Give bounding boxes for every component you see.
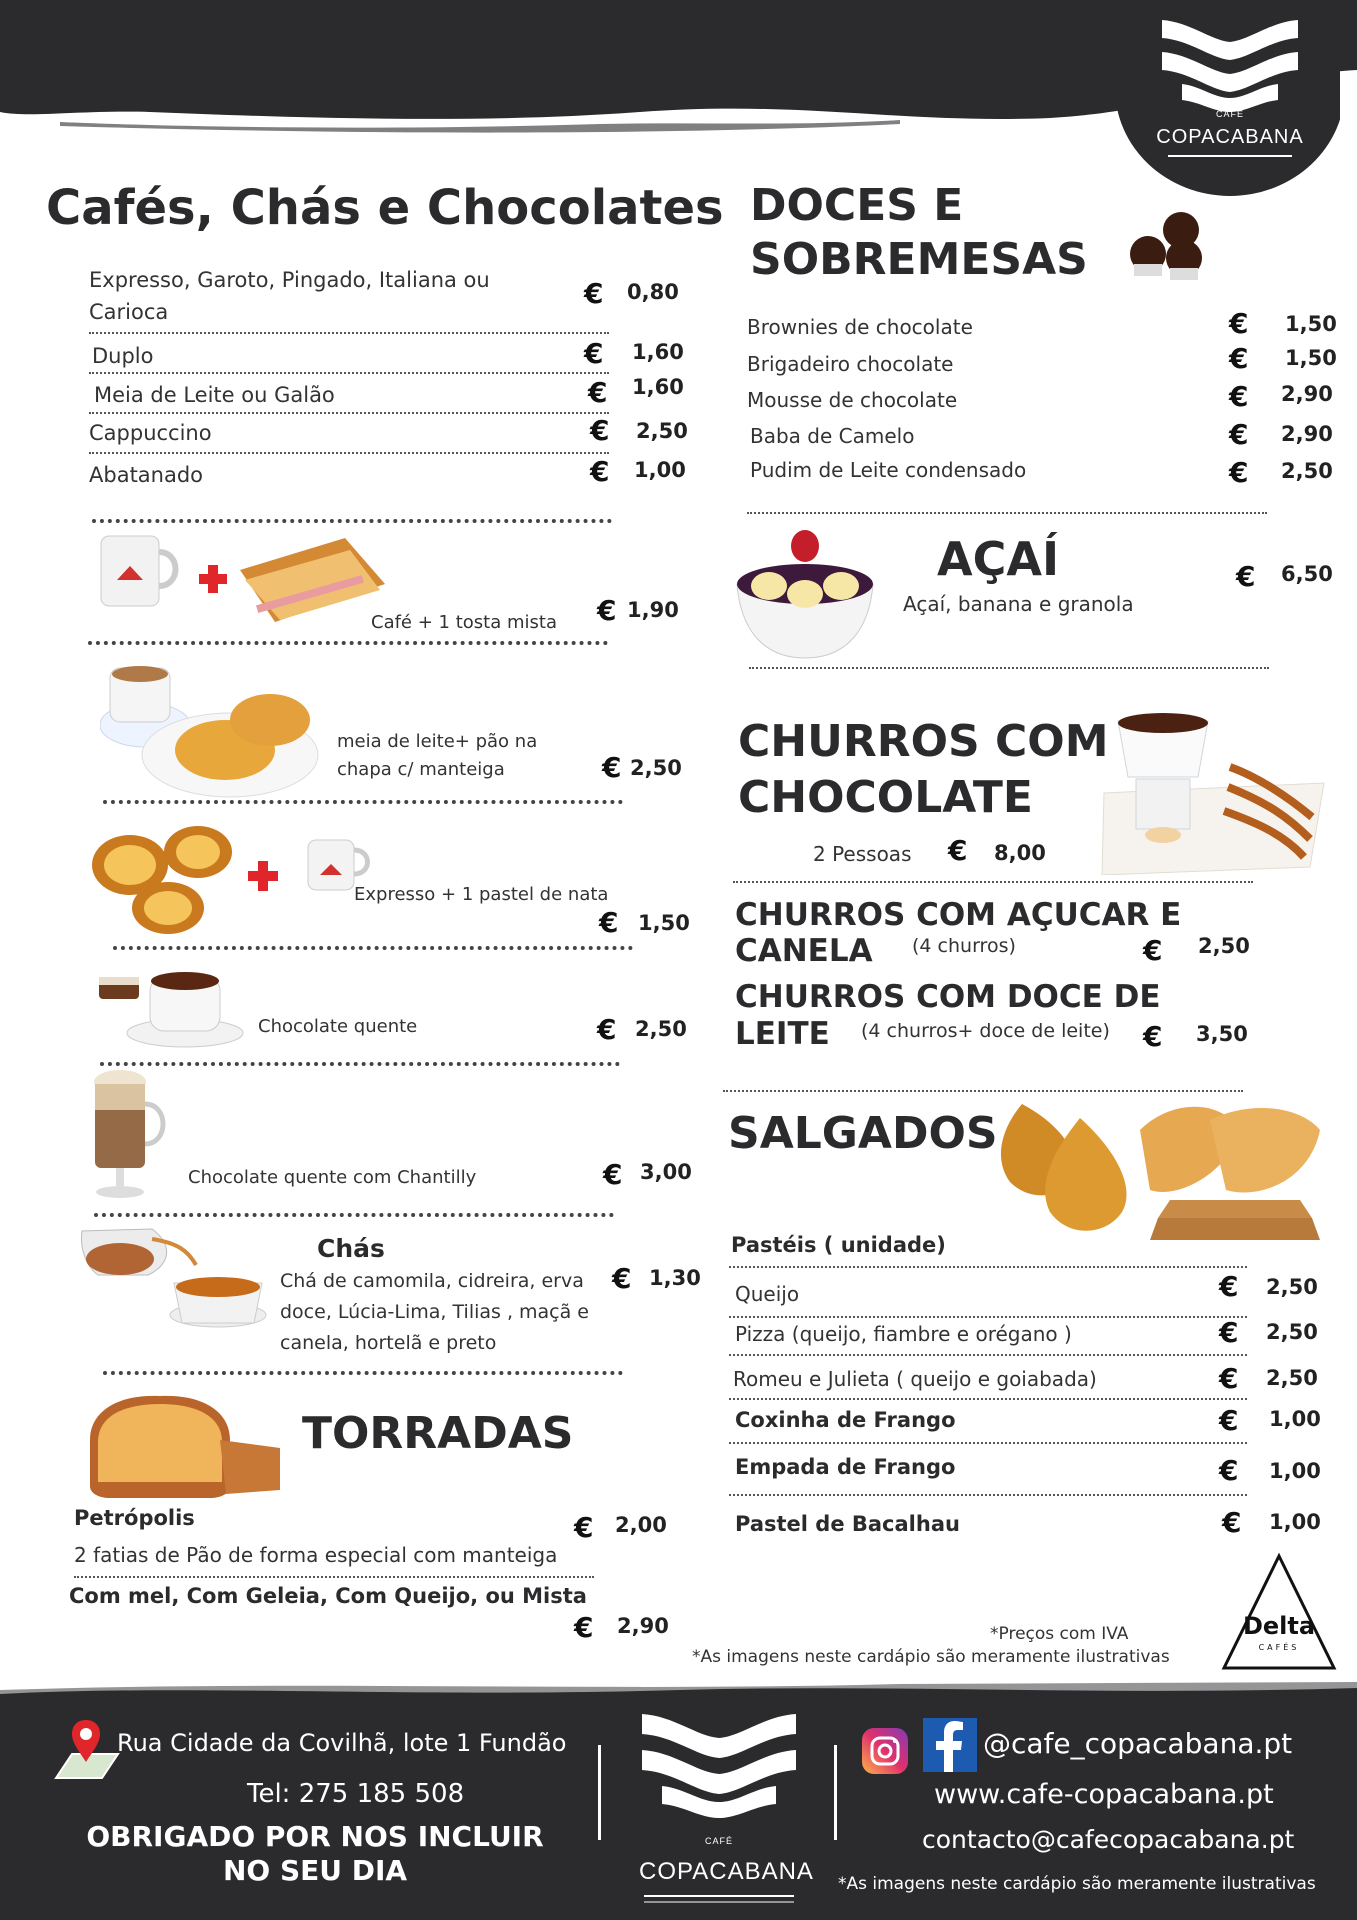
menu-item-price: 2,50 xyxy=(636,419,688,443)
facebook-icon[interactable] xyxy=(921,1716,979,1774)
divider xyxy=(747,512,1267,514)
doce-item-price: 1,50 xyxy=(1285,312,1337,336)
churros-doce-note: (4 churros+ doce de leite) xyxy=(861,1020,1110,1042)
euro-icon: € xyxy=(1219,1404,1239,1437)
divider xyxy=(729,1398,1247,1400)
euro-icon: € xyxy=(1219,1362,1239,1395)
footer-website[interactable]: www.cafe-copacabana.pt xyxy=(934,1779,1274,1810)
salgados-title: SALGADOS xyxy=(728,1108,998,1159)
menu-item-label: Expresso, Garoto, Pingado, Italiana ou Carioca xyxy=(89,268,490,324)
delta-name: Delta xyxy=(1242,1612,1316,1640)
coffee-and-tosta-image xyxy=(95,530,395,630)
brigadeiro-image xyxy=(1126,212,1211,282)
divider xyxy=(749,667,1269,669)
footer-address: Rua Cidade da Covilhã, lote 1 Fundão xyxy=(117,1729,567,1757)
churros-price: 8,00 xyxy=(994,841,1046,865)
cafes-section-title: Cafés, Chás e Chocolates xyxy=(46,180,724,236)
doce-item-label: Pudim de Leite condensado xyxy=(750,458,1027,482)
euro-icon: € xyxy=(1219,1316,1239,1349)
euro-icon: € xyxy=(590,414,610,447)
churros-acucar-line1: CHURROS COM AÇUCAR E xyxy=(735,897,1182,933)
divider xyxy=(729,1442,1247,1444)
divider xyxy=(89,332,609,334)
section-divider xyxy=(113,946,633,950)
churros-acucar-price: 2,50 xyxy=(1198,934,1250,958)
divider xyxy=(89,412,609,414)
salgado-item-label: Romeu e Julieta ( queijo e goiabada) xyxy=(733,1367,1097,1391)
euro-icon: € xyxy=(588,376,608,409)
divider xyxy=(729,1494,1247,1496)
footer-social-handle[interactable]: @cafe_copacabana.pt xyxy=(983,1727,1293,1760)
doces-title-line2: SOBREMESAS xyxy=(750,234,1088,285)
combo-price: 2,50 xyxy=(635,1017,687,1041)
euro-icon: € xyxy=(1143,934,1163,967)
chas-description: Chá de camomila, cidreira, erva doce, Lúcia-Lima, Tilias , maçã e canela, hortelã e preto xyxy=(280,1270,590,1354)
doces-title-line1: DOCES E xyxy=(750,180,964,231)
salgados-image xyxy=(990,1090,1330,1250)
map-pin-icon xyxy=(52,1718,122,1784)
doce-item-label: Mousse de chocolate xyxy=(747,388,958,412)
menu-item-label: Meia de Leite ou Galão xyxy=(94,383,335,407)
euro-icon: € xyxy=(1229,342,1249,375)
acai-title: AÇAÍ xyxy=(937,532,1060,586)
salgado-item-label: Coxinha de Frango xyxy=(735,1408,956,1432)
footer-thanks-line1: OBRIGADO POR NOS INCLUIR xyxy=(86,1820,544,1853)
divider xyxy=(733,881,1253,883)
salgado-item-price: 2,50 xyxy=(1266,1320,1318,1344)
menu-item-label: Cappuccino xyxy=(89,421,212,445)
euro-icon: € xyxy=(1229,307,1249,340)
churros-title-line1: CHURROS COM xyxy=(738,716,1109,767)
section-divider xyxy=(92,519,612,523)
combo-price: 1,90 xyxy=(627,598,679,622)
euro-icon: € xyxy=(574,1611,594,1644)
churros-acucar-note: (4 churros) xyxy=(912,935,1016,957)
euro-icon: € xyxy=(597,594,617,627)
menu-item-price: 0,80 xyxy=(627,280,679,304)
acai-description: Açaí, banana e granola xyxy=(903,592,1134,616)
menu-item-label: Abatanado xyxy=(89,463,204,487)
torradas-variants: Com mel, Com Geleia, Com Queijo, ou Mista xyxy=(69,1584,587,1608)
acai-price: 6,50 xyxy=(1281,562,1333,586)
euro-icon: € xyxy=(1229,456,1249,489)
menu-item-price: 1,60 xyxy=(632,340,684,364)
divider xyxy=(729,1316,1247,1318)
meia-de-leite-pao-image xyxy=(100,660,330,800)
salgado-item-label: Pizza (queijo, fiambre e orégano ) xyxy=(735,1322,1072,1346)
euro-icon: € xyxy=(1229,418,1249,451)
section-divider xyxy=(94,1213,614,1217)
divider xyxy=(729,1354,1247,1356)
instagram-icon[interactable] xyxy=(860,1726,910,1776)
torradas-image xyxy=(80,1390,290,1500)
combo-label: Chocolate quente com Chantilly xyxy=(188,1167,477,1188)
footer-email[interactable]: contacto@cafecopacabana.pt xyxy=(922,1825,1295,1854)
torradas-title: TORRADAS xyxy=(302,1408,574,1459)
euro-icon: € xyxy=(584,337,604,370)
footer-logo-brand-name: COPACABANA xyxy=(639,1858,814,1885)
chas-title: Chás xyxy=(317,1234,385,1263)
combo-label: meia de leite+ pão na chapa c/ manteiga xyxy=(337,731,538,780)
salgado-item-price: 1,00 xyxy=(1269,1510,1321,1534)
euro-icon: € xyxy=(603,1158,623,1191)
chocolate-chantilly-image xyxy=(85,1068,175,1203)
doce-item-price: 2,90 xyxy=(1281,382,1333,406)
doce-item-label: Brigadeiro chocolate xyxy=(747,352,954,376)
euro-icon: € xyxy=(574,1511,594,1544)
section-divider xyxy=(100,1062,620,1066)
copacabana-logo-top xyxy=(1110,0,1340,200)
section-divider xyxy=(103,1371,623,1375)
divider xyxy=(89,372,609,374)
churros-people: 2 Pessoas xyxy=(813,842,912,866)
tea-image xyxy=(78,1225,268,1350)
euro-icon: € xyxy=(599,906,619,939)
euro-icon: € xyxy=(1219,1270,1239,1303)
combo-price: 2,50 xyxy=(630,756,682,780)
euro-icon: € xyxy=(612,1262,632,1295)
footer-telephone: Tel: 275 185 508 xyxy=(247,1779,465,1809)
ilustrativas-note: *As imagens neste cardápio são meramente ilustrativas xyxy=(692,1647,1170,1667)
salgado-item-price: 2,50 xyxy=(1266,1366,1318,1390)
salgado-item-label: Pastel de Bacalhau xyxy=(735,1512,960,1536)
doce-item-label: Baba de Camelo xyxy=(750,424,915,448)
footer-ilustrativas-note: *As imagens neste cardápio são meramente ilustrativas xyxy=(838,1874,1316,1894)
menu-item-label: Duplo xyxy=(92,344,154,368)
euro-icon: € xyxy=(590,455,610,488)
section-divider xyxy=(88,641,608,645)
menu-item-price: 1,00 xyxy=(634,458,686,482)
chas-price: 1,30 xyxy=(649,1266,701,1290)
churros-doce-price: 3,50 xyxy=(1196,1022,1248,1046)
divider xyxy=(74,1576,594,1578)
salgado-item-label: Queijo xyxy=(735,1282,800,1306)
euro-icon: € xyxy=(1236,560,1256,593)
doce-item-price: 1,50 xyxy=(1285,346,1337,370)
euro-icon: € xyxy=(1143,1020,1163,1053)
euro-icon: € xyxy=(584,277,604,310)
logo-brand-name: COPACABANA xyxy=(1156,126,1304,148)
footer-logo-cafe-label: CAFÉ xyxy=(704,1836,733,1846)
combo-label: Chocolate quente xyxy=(258,1016,418,1037)
combo-price: 1,50 xyxy=(638,911,690,935)
euro-icon: € xyxy=(1219,1454,1239,1487)
logo-cafe-label: CAFÉ xyxy=(1215,109,1244,119)
footer-separator xyxy=(598,1745,601,1840)
euro-icon: € xyxy=(1229,380,1249,413)
salgado-item-label: Empada de Frango xyxy=(735,1455,956,1479)
iva-note: *Preços com IVA xyxy=(990,1624,1129,1644)
acai-bowl-image xyxy=(733,524,878,664)
churros-fondue-image xyxy=(1098,707,1330,875)
pastel-de-nata-and-expresso-image xyxy=(90,820,380,940)
torradas-variants-price: 2,90 xyxy=(617,1614,669,1638)
footer-thanks-line2: NO SEU DIA xyxy=(222,1854,408,1887)
petropolis-title: Petrópolis xyxy=(74,1506,195,1530)
section-divider xyxy=(103,800,623,804)
euro-icon: € xyxy=(597,1013,617,1046)
churros-acucar-line2: CANELA xyxy=(735,933,873,969)
doce-item-price: 2,90 xyxy=(1281,422,1333,446)
delta-sub: CAFÉS xyxy=(1258,1643,1300,1652)
chocolate-quente-image xyxy=(95,965,245,1055)
menu-item-price: 1,60 xyxy=(632,375,684,399)
doce-item-label: Brownies de chocolate xyxy=(747,315,973,339)
combo-label: Expresso + 1 pastel de nata xyxy=(354,884,609,905)
doce-item-price: 2,50 xyxy=(1281,459,1333,483)
churros-doce-line2: LEITE xyxy=(735,1016,830,1052)
footer-separator xyxy=(834,1745,837,1840)
salgado-item-price: 1,00 xyxy=(1269,1459,1321,1483)
salgado-item-price: 1,00 xyxy=(1269,1407,1321,1431)
churros-title-line2: CHOCOLATE xyxy=(738,772,1033,823)
combo-label: Café + 1 tosta mista xyxy=(371,612,557,633)
divider xyxy=(729,1266,1247,1268)
churros-doce-line1: CHURROS COM DOCE DE xyxy=(735,979,1161,1015)
combo-price: 3,00 xyxy=(640,1160,692,1184)
salgados-subtitle: Pastéis ( unidade) xyxy=(731,1233,946,1257)
divider xyxy=(89,452,609,454)
euro-icon: € xyxy=(1222,1506,1242,1539)
salgado-item-price: 2,50 xyxy=(1266,1275,1318,1299)
euro-icon: € xyxy=(602,751,622,784)
petropolis-description: 2 fatias de Pão de forma especial com manteiga xyxy=(74,1543,558,1567)
petropolis-price: 2,00 xyxy=(615,1513,667,1537)
euro-icon: € xyxy=(948,834,968,867)
